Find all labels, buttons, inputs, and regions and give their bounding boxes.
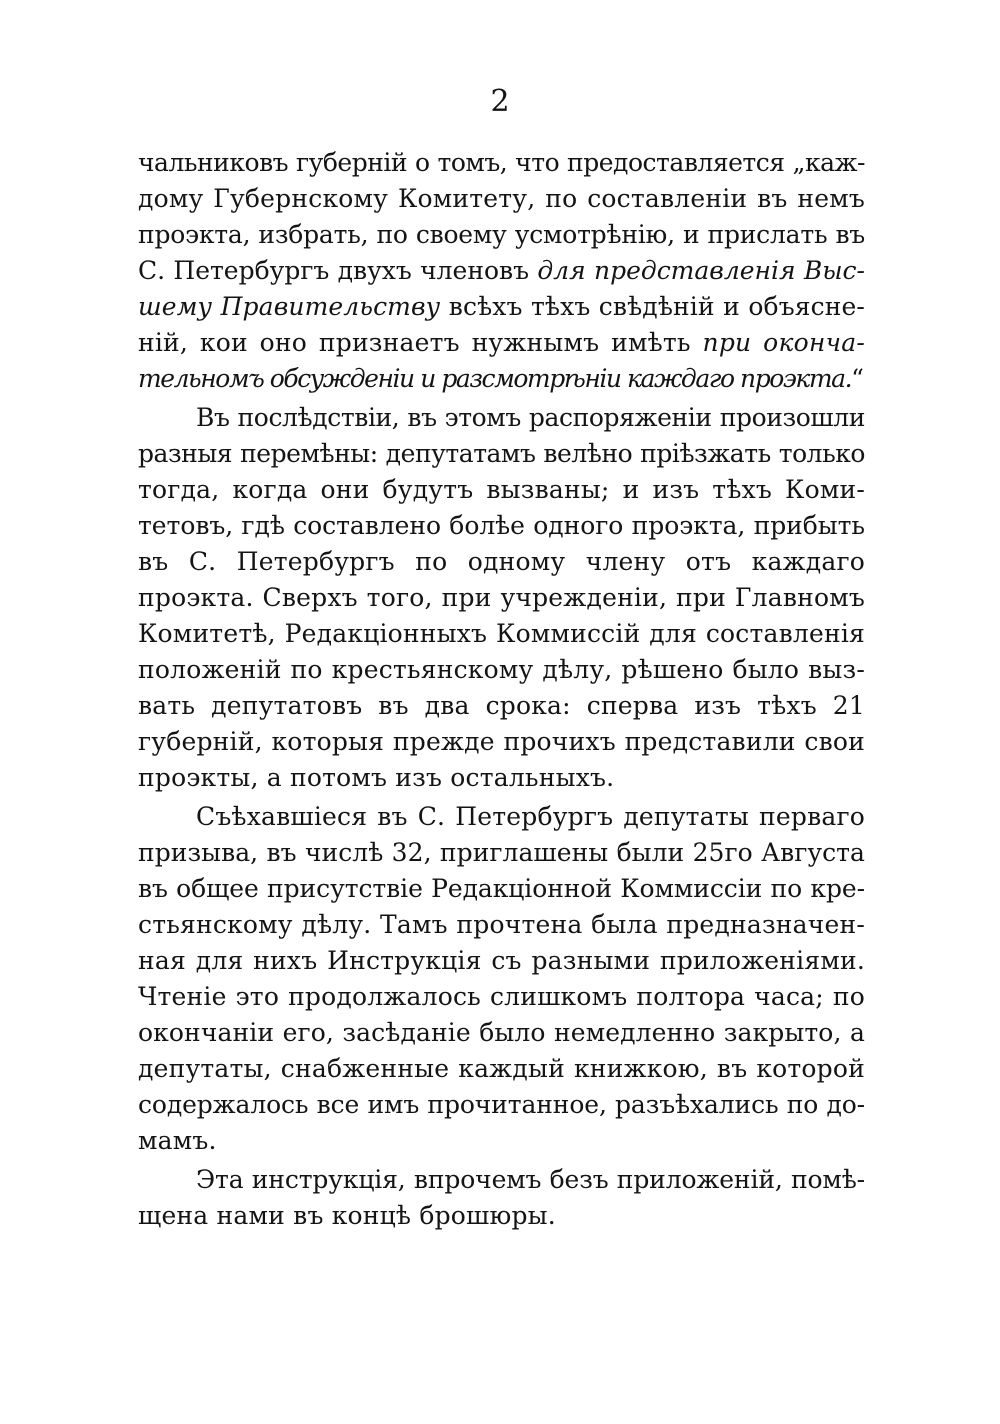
text-line (138, 325, 865, 361)
text-segment: чальниковъ губерній о томъ, что предоставляется „каж- (138, 148, 865, 177)
italic-text: шему Правительству (138, 292, 441, 321)
text-line (138, 145, 865, 181)
text-segment: содержалось все имъ прочитанное, разъѣхались по до- (138, 1090, 865, 1119)
page-number: 2 (490, 84, 510, 119)
text-line (138, 472, 865, 508)
text-segment: призыва, въ числѣ 32, приглашены были 25го Августа (138, 838, 865, 867)
italic-text: тельномъ обсужденіи и разсмотрѣніи каждаго проэкта. (138, 364, 852, 393)
text-segment: Чтеніе это продолжалось слишкомъ полтора часа; по (138, 982, 865, 1011)
text-line (138, 1198, 865, 1234)
text-segment: губерній, которыя прежде прочихъ представили свои (138, 727, 865, 756)
text-segment: “ (851, 364, 863, 393)
text-line (138, 835, 865, 871)
text-segment: стьянскому дѣлу. Тамъ прочтена была предназначен- (138, 910, 865, 939)
text-segment: Съѣхавшіеся въ С. Петербургъ депутаты перваго (196, 802, 865, 831)
text-segment: ная для нихъ Инструкція съ разными приложеніями. (138, 946, 865, 975)
text-segment: разныя перемѣны: депутатамъ велѣно пріѣзжать только (138, 439, 865, 468)
text-line (138, 544, 865, 580)
text-segment: проэкта. Сверхъ того, при учрежденіи, при Главномъ (138, 583, 865, 612)
text-segment: мамъ. (138, 1126, 217, 1155)
text-line (138, 1015, 865, 1051)
text-line (138, 217, 865, 253)
text-line (138, 871, 865, 907)
text-line (138, 400, 865, 436)
text-segment: тогда, когда они будутъ вызваны; и изъ тѣхъ Коми- (138, 475, 865, 504)
body-text (138, 145, 865, 1234)
text-line (138, 652, 865, 688)
text-segment: щена нами въ концѣ брошюры. (138, 1201, 556, 1230)
text-line (138, 907, 865, 943)
paragraph (138, 799, 865, 1159)
italic-text: для представленія Выс- (537, 256, 865, 285)
text-segment: всѣхъ тѣхъ свѣдѣній и объясне- (440, 292, 865, 321)
text-segment: ній, кои оно признаетъ нужнымъ имѣть (138, 328, 703, 357)
text-segment: С. Петербургъ двухъ членовъ (138, 256, 538, 285)
text-segment: положеній по крестьянскому дѣлу, рѣшено было выз- (138, 655, 865, 684)
text-segment: проэкта, избрать, по своему усмотрѣнію, и прислать въ (138, 220, 865, 249)
text-line (138, 688, 865, 724)
text-line (138, 943, 865, 979)
text-segment: депутаты, снабженные каждый книжкою, въ которой (138, 1054, 865, 1083)
text-line (138, 508, 865, 544)
text-line (138, 760, 865, 796)
text-line (138, 1051, 865, 1087)
text-segment: вать депутатовъ въ два срока: сперва изъ тѣхъ 21 (138, 691, 865, 720)
text-segment: тетовъ, гдѣ составлено болѣе одного проэкта, прибыть (138, 511, 865, 540)
text-segment: въ С. Петербургъ по одному члену отъ каждаго (138, 547, 865, 576)
italic-text: при оконча- (702, 328, 865, 357)
paragraph (138, 400, 865, 796)
text-line (138, 436, 865, 472)
text-line (138, 253, 865, 289)
text-segment: Комитетѣ, Редакціонныхъ Коммиссій для составленія (138, 619, 865, 648)
text-line (138, 1123, 865, 1159)
text-line (138, 289, 865, 325)
text-segment: Эта инструкція, впрочемъ безъ приложеній, помѣ- (196, 1165, 865, 1194)
text-line (138, 979, 865, 1015)
text-segment: Въ послѣдствіи, въ этомъ распоряженіи произошли (196, 403, 865, 432)
text-segment: проэкты, а потомъ изъ остальныхъ. (138, 763, 615, 792)
text-line (138, 361, 865, 397)
text-segment: окончаніи его, засѣданіе было немедленно закрыто, а (138, 1018, 865, 1047)
text-line (138, 1087, 865, 1123)
text-line (138, 724, 865, 760)
text-line (138, 616, 865, 652)
paragraph (138, 145, 865, 397)
text-segment: дому Губернскому Комитету, по составленіи въ немъ (138, 184, 865, 213)
text-line (138, 580, 865, 616)
text-segment: въ общее присутствіе Редакціонной Коммиссіи по кре- (138, 874, 865, 903)
text-line (138, 181, 865, 217)
paragraph (138, 1162, 865, 1234)
text-line (138, 1162, 865, 1198)
text-line (138, 799, 865, 835)
